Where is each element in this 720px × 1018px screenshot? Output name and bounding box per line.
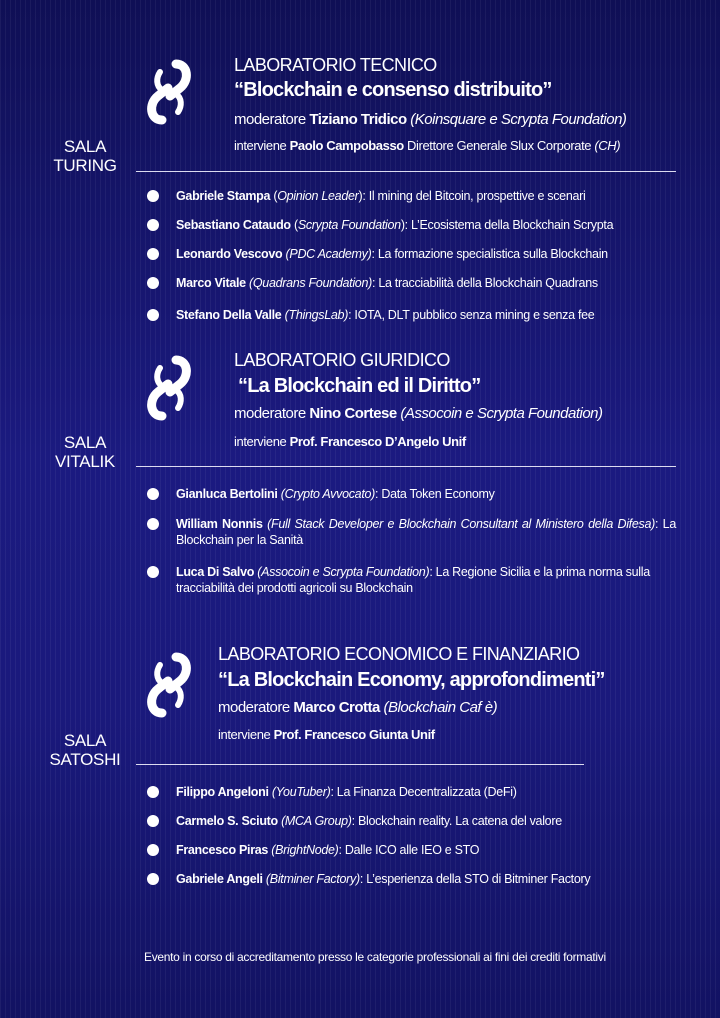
lab-title: LABORATORIO ECONOMICO E FINANZIARIO bbox=[218, 644, 580, 664]
bullet bbox=[147, 815, 159, 827]
list-item: Stefano Della Valle (ThingsLab): IOTA, DLT pubblico senza mining e senza fee bbox=[176, 307, 676, 323]
list-item: Sebastiano Cataudo (Scrypta Foundation): L’Ecosistema della Blockchain Scrypta bbox=[176, 217, 676, 233]
list-item: William Nonnis (Full Stack Developer e Blockchain Consultant al Ministero della Difesa): La Blockchain per la Sanità bbox=[176, 516, 676, 548]
lab-title: LABORATORIO GIURIDICO bbox=[234, 350, 450, 370]
lab-title: LABORATORIO TECNICO bbox=[234, 55, 437, 75]
bullet bbox=[147, 873, 159, 885]
intervention-line: interviene Prof. Francesco D’Angelo Unif bbox=[234, 434, 466, 449]
divider bbox=[136, 764, 584, 765]
lab-subtitle: “La Blockchain ed il Diritto” bbox=[238, 375, 481, 397]
list-item: Francesco Piras (BrightNode): Dalle ICO alle IEO e STO bbox=[176, 842, 676, 858]
lab-subtitle: “Blockchain e consenso distribuito” bbox=[234, 79, 552, 101]
list-item: Marco Vitale (Quadrans Foundation): La tracciabilità della Blockchain Quadrans bbox=[176, 275, 676, 291]
moderator-line: moderatore Nino Cortese (Assocoin e Scrypta Foundation) bbox=[234, 405, 603, 422]
lab-subtitle: “La Blockchain Economy, approfondimenti” bbox=[218, 669, 605, 691]
intervention-line: interviene Paolo Campobasso Direttore Generale Slux Corporate (CH) bbox=[234, 138, 621, 153]
list-item: Luca Di Salvo (Assocoin e Scrypta Foundation): La Regione Sicilia e la prima norma sulla tracciabilità dei prodotti agricoli su Blockchain bbox=[176, 564, 681, 596]
list-item: Leonardo Vescovo (PDC Academy): La formazione specialistica sulla Blockchain bbox=[176, 246, 676, 262]
sala-label: SALA VITALIK bbox=[55, 433, 115, 471]
footer-note: Evento in corso di accreditamento presso le categorie professionali ai fini dei crediti formativi bbox=[144, 950, 606, 964]
intervention-line: interviene Prof. Francesco Giunta Unif bbox=[218, 727, 435, 742]
sala-label: SALA SATOSHI bbox=[49, 731, 121, 769]
list-item: Gianluca Bertolini (Crypto Avvocato): Data Token Economy bbox=[176, 486, 676, 502]
list-item: Carmelo S. Sciuto (MCA Group): Blockchain reality. La catena del valore bbox=[176, 813, 676, 829]
list-item: Gabriele Stampa (Opinion Leader): Il mining del Bitcoin, prospettive e scenari bbox=[176, 188, 676, 204]
list-item: Gabriele Angeli (Bitminer Factory): L’esperienza della STO di Bitminer Factory bbox=[176, 871, 676, 887]
chain-link-icon bbox=[146, 651, 192, 719]
moderator-line: moderatore Marco Crotta (Blockchain Caf è) bbox=[218, 699, 498, 716]
list-item: Filippo Angeloni (YouTuber): La Finanza Decentralizzata (DeFi) bbox=[176, 784, 676, 800]
bullet bbox=[147, 786, 159, 798]
sala-label: SALA TURING bbox=[53, 137, 117, 175]
bullet bbox=[147, 844, 159, 856]
moderator-line: moderatore Tiziano Tridico (Koinsquare e Scrypta Foundation) bbox=[234, 111, 627, 128]
